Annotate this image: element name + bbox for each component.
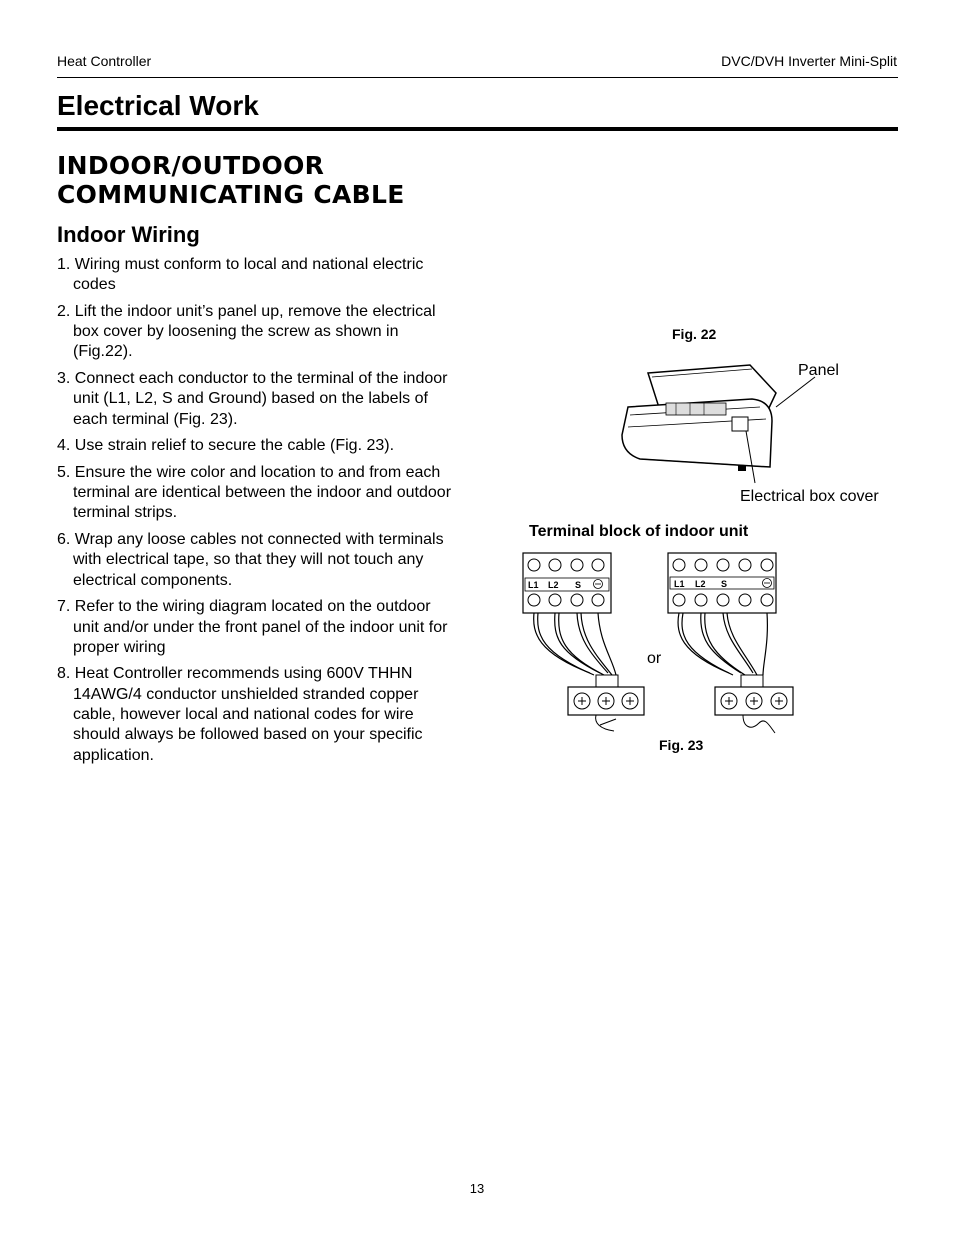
list-item: 1. Wiring must conform to local and national electric codes xyxy=(57,256,424,294)
list-item: 4. Use strain relief to secure the cable (Fig. 23). xyxy=(57,437,395,455)
header-left: Heat Controller xyxy=(57,53,152,69)
instruction-list xyxy=(57,255,457,772)
section-title: INDOOR/OUTDOOR COMMUNICATING CABLE xyxy=(57,151,405,209)
electrical-box-cover-label: Electrical box cover xyxy=(740,488,879,505)
list-item: 5. Ensure the wire color and location to and from each terminal are identical between the indoor and outdoor terminal strips. xyxy=(57,463,452,522)
subsection-title: Indoor Wiring xyxy=(57,222,200,247)
indoor-unit-illustration xyxy=(600,355,800,485)
terminal-label-l1: L1 xyxy=(528,580,539,590)
header-divider xyxy=(57,77,898,78)
terminal-label-l2: L2 xyxy=(695,579,706,589)
terminal-label-l1: L1 xyxy=(674,579,685,589)
terminal-block-left xyxy=(520,553,655,738)
list-item: 7. Refer to the wiring diagram located on the outdoor unit and/or under the front panel of the indoor unit for proper wiring xyxy=(57,598,448,656)
terminal-label-s: S xyxy=(721,579,728,589)
or-label: or xyxy=(647,650,662,667)
list-item: 2. Lift the indoor unit’s panel up, remove the electrical box cover by loosening the screw as shown in (Fig.22). xyxy=(57,302,436,361)
list-item: 8. Heat Controller recommends using 600V THHN 14AWG/4 conductor unshielded stranded copper cable, however local and national codes for wire should always be followed based on your specific application. xyxy=(57,665,423,764)
list-item: 6. Wrap any loose cables not connected with terminals with electrical tape, so that they will not touch any electrical components. xyxy=(57,531,444,589)
header-right: DVC/DVH Inverter Mini-Split xyxy=(721,53,897,69)
fig22-caption: Fig. 22 xyxy=(672,326,717,342)
title-divider xyxy=(57,127,898,131)
fig23-caption: Fig. 23 xyxy=(659,737,704,753)
terminal-block-heading: Terminal block of indoor unit xyxy=(529,523,749,540)
panel-label: Panel xyxy=(798,362,839,379)
page-title: Electrical Work xyxy=(57,90,259,121)
terminal-label-s: S xyxy=(575,580,582,590)
terminal-block-right xyxy=(665,553,800,738)
list-item: 3. Connect each conductor to the terminal of the indoor unit (L1, L2, S and Ground) based on the labels of each terminal (Fig. 23). xyxy=(57,370,448,428)
page-number: 13 xyxy=(469,1181,485,1196)
terminal-label-l2: L2 xyxy=(548,580,559,590)
